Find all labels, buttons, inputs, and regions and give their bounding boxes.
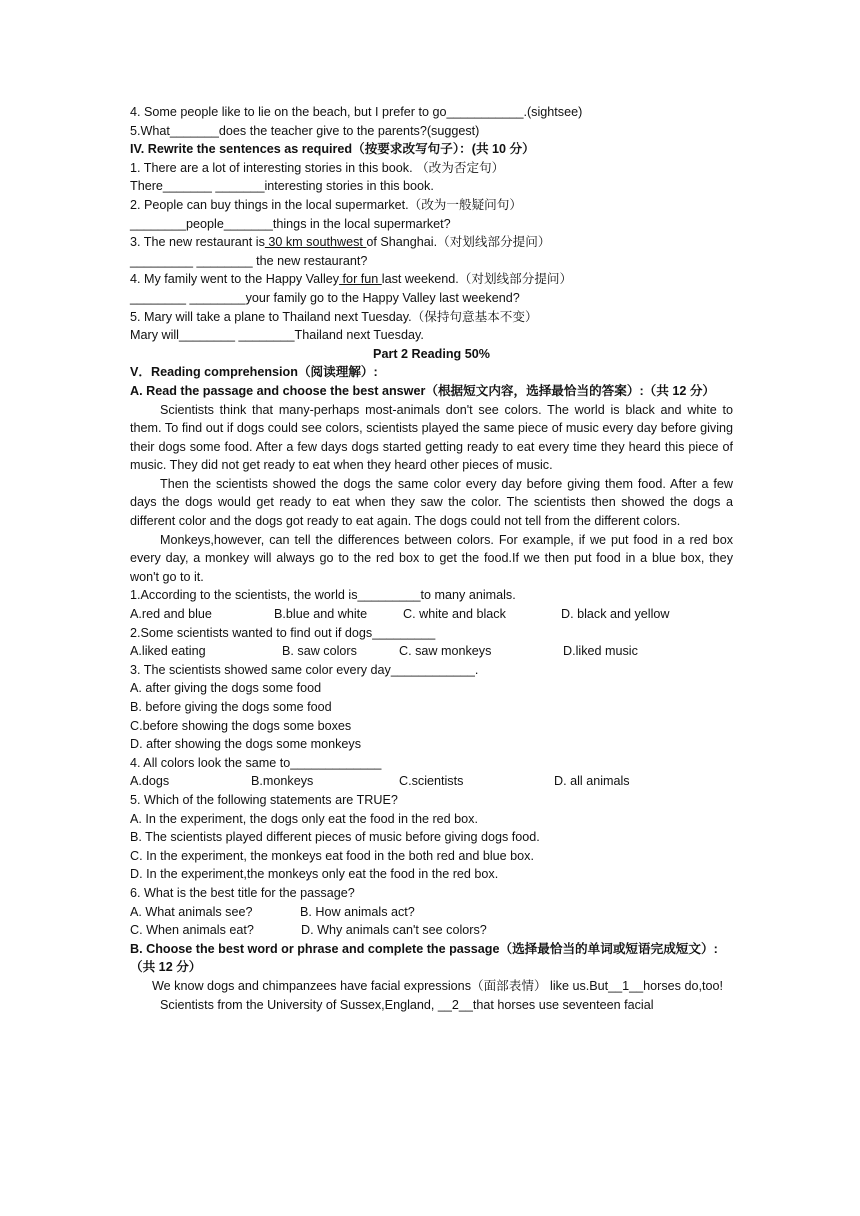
- passage-b-paragraph-1: We know dogs and chimpanzees have facial expressions（面部表情） like us.But__1__horses do,too!: [152, 978, 723, 993]
- worksheet-page: [130, 103, 733, 1014]
- rewrite-a1: There_______ _______interesting stories in this book.: [130, 179, 434, 194]
- option-c: C. When animals eat?: [130, 923, 254, 938]
- passage-paragraph-2: Then the scientists showed the dogs the same color every day before giving them food. After a few days the dogs would get ready to eat when they saw the color. The scientists then showed the dogs a different color and the dogs got ready to eat again. The dogs could not tell from the different colors.: [130, 476, 733, 529]
- option-b: B. saw colors: [282, 644, 357, 659]
- option-d: D. Why animals can't see colors?: [301, 923, 487, 938]
- rewrite-a3: _________ ________ the new restaurant?: [130, 253, 368, 268]
- passage-b-paragraph-2: Scientists from the University of Sussex,England, __2__that horses use seventeen facial: [160, 997, 654, 1012]
- option-d: D. black and yellow: [561, 607, 670, 622]
- reading-q6-options-cd: [130, 921, 733, 940]
- option-b: B.blue and white: [274, 607, 368, 622]
- rewrite-q4-underlined: for fun: [339, 272, 382, 287]
- option-d: D. all animals: [554, 774, 630, 789]
- rewrite-q2: 2. People can buy things in the local supermarket.（改为一般疑问句）: [130, 197, 522, 212]
- option-d: D.liked music: [563, 644, 638, 659]
- rewrite-a5: Mary will________ ________Thailand next Tuesday.: [130, 328, 424, 343]
- option-b: B. The scientists played different pieces of music before giving dogs food.: [130, 830, 540, 845]
- option-b: B.monkeys: [251, 774, 314, 789]
- part1-question-4: 4. Some people like to lie on the beach, but I prefer to go___________.(sightsee): [130, 105, 583, 119]
- passage-paragraph-1: Scientists think that many-perhaps most-animals don't see colors. The world is black and white to them. To find out if dogs could see colors, scientists played the same piece of music every day before giving their dogs some food. After a few days dogs started getting ready to eat every time they heard this piece of music. They did not get ready to eat when they heard other pieces of music.: [130, 402, 733, 473]
- reading-q4-stem: 4. All colors look the same to_____________: [130, 755, 382, 770]
- option-a: A. In the experiment, the dogs only eat the food in the red box.: [130, 811, 478, 826]
- rewrite-q3-underlined: 30 km southwest: [264, 235, 367, 250]
- part2-title: Part 2 Reading 50%: [373, 346, 490, 361]
- rewrite-q3: [130, 233, 733, 252]
- section-b-heading: B. Choose the best word or phrase and complete the passage（选择最恰当的单词或短语完成短文）:（共 12 分）: [130, 941, 718, 975]
- reading-q2-options: [130, 642, 733, 661]
- rewrite-q4-post: last weekend.（对划线部分提问）: [381, 272, 573, 287]
- option-b: B. How animals act?: [300, 904, 415, 919]
- reading-q1-stem: 1.According to the scientists, the world is_________to many animals.: [130, 588, 516, 603]
- option-a: A.red and blue: [130, 607, 212, 622]
- option-a: A. What animals see?: [130, 904, 253, 919]
- reading-q1-options: [130, 605, 733, 624]
- reading-q4-options: [130, 772, 733, 791]
- reading-q3-stem: 3. The scientists showed same color every day____________.: [130, 662, 479, 677]
- option-c: C. white and black: [403, 607, 506, 622]
- option-d: D. In the experiment,the monkeys only eat the food in the red box.: [130, 867, 499, 882]
- option-b: B. before giving the dogs some food: [130, 700, 332, 714]
- rewrite-a2: ________people_______things in the local supermarket?: [130, 216, 451, 231]
- section-a-heading: A. Read the passage and choose the best answer（根据短文内容，选择最恰当的答案）:（共 12 分）: [130, 383, 716, 398]
- option-c: C.scientists: [399, 774, 464, 789]
- section-5-heading: V．Reading comprehension（阅读理解）:: [130, 365, 378, 380]
- part1-question-5: 5.What_______does the teacher give to the parents?(suggest): [130, 123, 480, 138]
- section-4-heading: IV. Rewrite the sentences as required（按要求改写句子）：(共 10 分）: [130, 142, 535, 157]
- reading-q6-options-ab: [130, 903, 733, 922]
- option-a: A.liked eating: [130, 644, 206, 659]
- rewrite-q4: [130, 270, 733, 289]
- rewrite-q1: 1. There are a lot of interesting stories in this book. （改为否定句）: [130, 160, 505, 175]
- option-a: A. after giving the dogs some food: [130, 681, 322, 696]
- rewrite-q4-pre: 4. My family went to the Happy Valley: [130, 272, 340, 287]
- rewrite-a4: ________ ________your family go to the Happy Valley last weekend?: [130, 290, 520, 305]
- reading-q5-stem: 5. Which of the following statements are TRUE?: [130, 792, 398, 807]
- option-a: A.dogs: [130, 774, 170, 789]
- option-c: C. In the experiment, the monkeys eat food in the both red and blue box.: [130, 848, 534, 863]
- rewrite-q3-post: of Shanghai.（对划线部分提问）: [366, 235, 551, 250]
- reading-q2-stem: 2.Some scientists wanted to find out if dogs_________: [130, 625, 436, 640]
- rewrite-q5: 5. Mary will take a plane to Thailand next Tuesday.（保持句意基本不变）: [130, 309, 538, 324]
- option-c: C.before showing the dogs some boxes: [130, 718, 352, 733]
- option-c: C. saw monkeys: [399, 644, 492, 659]
- passage-paragraph-3: Monkeys,however, can tell the differences between colors. For example, if we put food in a red box every day, a monkey will always go to the red box to get the food.If we then put food in a blue box, they won't go to it.: [130, 532, 733, 584]
- rewrite-q3-pre: 3. The new restaurant is: [130, 235, 265, 250]
- option-d: D. after showing the dogs some monkeys: [130, 737, 361, 752]
- reading-q6-stem: 6. What is the best title for the passage?: [130, 885, 355, 900]
